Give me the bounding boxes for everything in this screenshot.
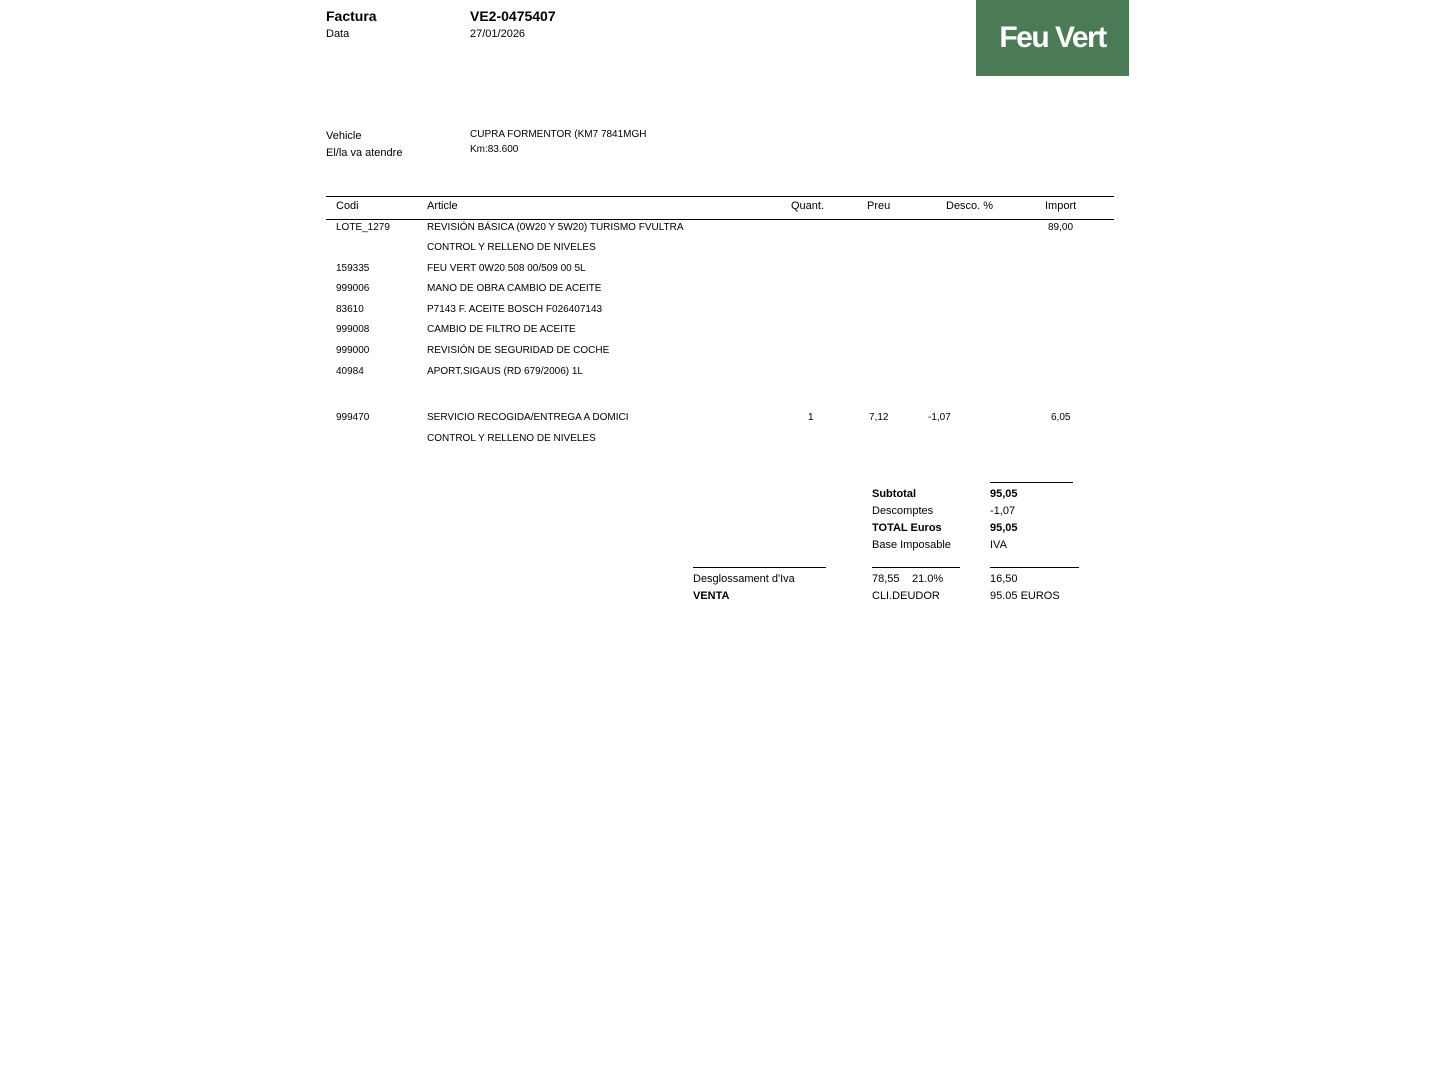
vat-breakdown-rule	[693, 567, 826, 568]
cell-codi: LOTE_1279	[336, 222, 390, 233]
cell-article: APORT.SIGAUS (RD 679/2006) 1L	[427, 366, 583, 377]
total-value: 95,05	[990, 522, 1018, 534]
vat-value: 16,50	[990, 573, 1018, 585]
attended-label: El/la va atendre	[326, 147, 403, 159]
cell-codi: 999000	[336, 345, 370, 356]
total-euros: 95.05 EUROS	[990, 590, 1060, 602]
cell-import: 89,00	[1048, 222, 1074, 233]
cell-article: CONTROL Y RELLENO DE NIVELES	[427, 242, 596, 253]
vat-label: IVA	[990, 539, 1007, 551]
col-header-quant: Quant.	[791, 200, 825, 212]
vat-breakdown-label: Desglossament d'Iva	[693, 573, 795, 585]
cell-desco: -1,07	[928, 412, 951, 423]
subtotal-value: 95,05	[990, 488, 1018, 500]
col-header-article: Article	[427, 200, 458, 212]
cell-article: CONTROL Y RELLENO DE NIVELES	[427, 433, 596, 444]
cell-article: FEU VERT 0W20 508 00/509 00 5L	[427, 263, 586, 274]
discounts-value: -1,07	[990, 505, 1016, 517]
cell-codi: 83610	[336, 304, 364, 315]
sale-label: VENTA	[693, 590, 730, 602]
vat-rate: 21.0%	[912, 573, 944, 585]
subtotal-label: Subtotal	[872, 488, 916, 500]
feu-vert-logo	[976, 0, 1129, 76]
date-label: Data	[326, 28, 350, 40]
vat-rule	[990, 567, 1079, 568]
cell-article: REVISIÓN BÁSICA (0W20 Y 5W20) TURISMO FVULTRA	[427, 222, 684, 233]
date-value: 27/01/2026	[470, 28, 526, 40]
cell-codi: 999006	[336, 283, 370, 294]
cell-article: SERVICIO RECOGIDA/ENTREGA A DOMICI	[427, 412, 629, 423]
invoice-label: Factura	[326, 8, 377, 24]
vehicle-value: CUPRA FORMENTOR (KM7 7841MGH	[470, 129, 647, 140]
col-header-preu: Preu	[867, 200, 891, 212]
tax-base-label: Base Imposable	[872, 539, 951, 551]
discounts-label: Descomptes	[872, 505, 934, 517]
invoice-number: VE2-0475407	[470, 8, 556, 24]
subtotal-rule	[990, 482, 1073, 483]
total-label: TOTAL Euros	[872, 522, 942, 534]
cell-article: MANO DE OBRA CAMBIO DE ACEITE	[427, 283, 602, 294]
cell-preu: 7,12	[869, 412, 889, 423]
cell-quant: 1	[808, 412, 814, 423]
cell-article: CAMBIO DE FILTRO DE ACEITE	[427, 324, 576, 335]
table-top-rule	[326, 196, 1114, 197]
client-debtor: CLI.DEUDOR	[872, 590, 940, 602]
col-header-codi: Codi	[336, 200, 359, 212]
tax-base-rule	[872, 567, 960, 568]
col-header-desco: Desco. %	[946, 200, 994, 212]
logo-text: Feu Vert	[999, 21, 1106, 54]
tax-base-value: 78,55	[872, 573, 900, 585]
vehicle-label: Vehicle	[326, 130, 362, 142]
cell-codi: 999008	[336, 324, 370, 335]
cell-article: P7143 F. ACEITE BOSCH F026407143	[427, 304, 603, 315]
cell-article: REVISIÓN DE SEGURIDAD DE COCHE	[427, 345, 610, 356]
col-header-import: Import	[1045, 200, 1077, 212]
cell-codi: 159335	[336, 263, 370, 274]
cell-codi: 40984	[336, 366, 364, 377]
cell-import: 6,05	[1051, 412, 1071, 423]
table-header-rule	[326, 219, 1114, 220]
km-value: Km:83.600	[470, 144, 519, 155]
cell-codi: 999470	[336, 412, 370, 423]
